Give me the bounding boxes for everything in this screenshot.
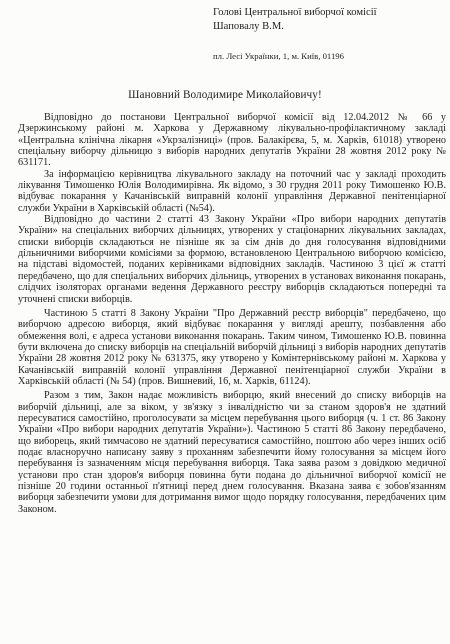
paragraph-1: Відповідно до постанови Центральної виборчої комісії від 12.04.2012 № 66 у Дзержинському районі м. Харкова у Державному лікувально-профілактичному закладі «Центральна клінічна лікарня «Укрзалізниці» (пров. Балакірєва, 5, м. Харків, 61018) утворено спеціальну виборчу дільницю з виборів народних депутатів України 28 жовтня 2012 року № 631171. bbox=[18, 112, 446, 169]
salutation: Шановний Володимире Миколайовичу! bbox=[128, 89, 322, 101]
paragraph-3: Відповідно до частини 2 статті 43 Закону України «Про вибори народних депутатів України» на спеціальних виборчих дільницях, утворених у стаціонарних лікувальних закладах, списки виборців складаються не пізніше як за сім днів до дня голосування відповідними дільничними виборчими комісіями за формою, встановленою Центральною виборчою комісією, на підставі відомостей, поданих керівниками відповідних закладів. Частиною 3 цієї ж статті передбачено, що для спеціальних виборчих дільниць, утворених в установах виконання покарань, слідчих ізоляторах органами ведення Державного реєстру виборців складаються попередні та уточнені списки виборців. bbox=[18, 214, 446, 305]
paragraph-2: За інформацією керівництва лікувального закладу на поточний час у закладі проходить лікування Тимошенко Юлія Володимирівна. Як відомо, з 30 грудня 2011 року Тимошенко Ю.В. відбуває покарання у Качанівській виправній колонії управління Державної пенітенціарної служби України в Харківській області (№54). bbox=[18, 168, 446, 214]
paragraph-4: Частиною 5 статті 8 Закону України "Про Державний реєстр виборців" передбачено, що виборчою адресою виборця, який відбуває покарання у вигляді арешту, позбавлення або обмеження волі, є адреса установи виконання покарань. Таким чином, Тимошенко Ю.В. повинна бути включена до списку виборців на спеціальній виборчій дільниці з виборів народних депутатів України 28 жовтня 2012 року № 631375, яку утворено у Комінтернівському районі м. Харкова у Качанівській виправній колонії управління Державної пенітенціарної служби України в Харківській області (№ 54) (пров. Вишневий, 16, м. Харків, 61124). bbox=[18, 307, 446, 387]
recipient-address: пл. Лесі Українки, 1, м. Київ, 01196 bbox=[213, 51, 344, 61]
recipient-block bbox=[213, 6, 448, 62]
recipient-name: Шаповалу В.М. bbox=[213, 21, 284, 32]
letter-body bbox=[18, 112, 446, 515]
recipient-title: Голові Центральної виборчої комісії bbox=[213, 7, 377, 18]
paragraph-5: Разом з тим, Закон надає можливість виборцю, який внесений до списку виборців на виборчій дільниці, але за віком, у зв'язку з інвалідністю чи за станом здоров'я не здатний пересуватися самостійно, проголосувати за місцем перебування цього виборця (ч. 1 ст. 86 Закону України «Про вибори народних депутатів України»). Частиною 5 статті 86 Закону передбачено, що виборець, який тимчасово не здатний пересуватися самостійно, поштою або через інших осіб подає власноручно написану заяву з проханням забезпечити йому голосування за місцем його перебування із зазначенням місця перебування виборця. Така заява разом з довідкою медичної установи про стан здоров'я виборця повинна бути подана до дільничної виборчої комісії не пізніше 20 години останньої п'ятниці перед днем голосування. Вказана заява є зобов'язанням виборця забезпечити умови для дотримання вимог щодо порядку голосування, передбачених цим Законом. bbox=[18, 390, 446, 515]
